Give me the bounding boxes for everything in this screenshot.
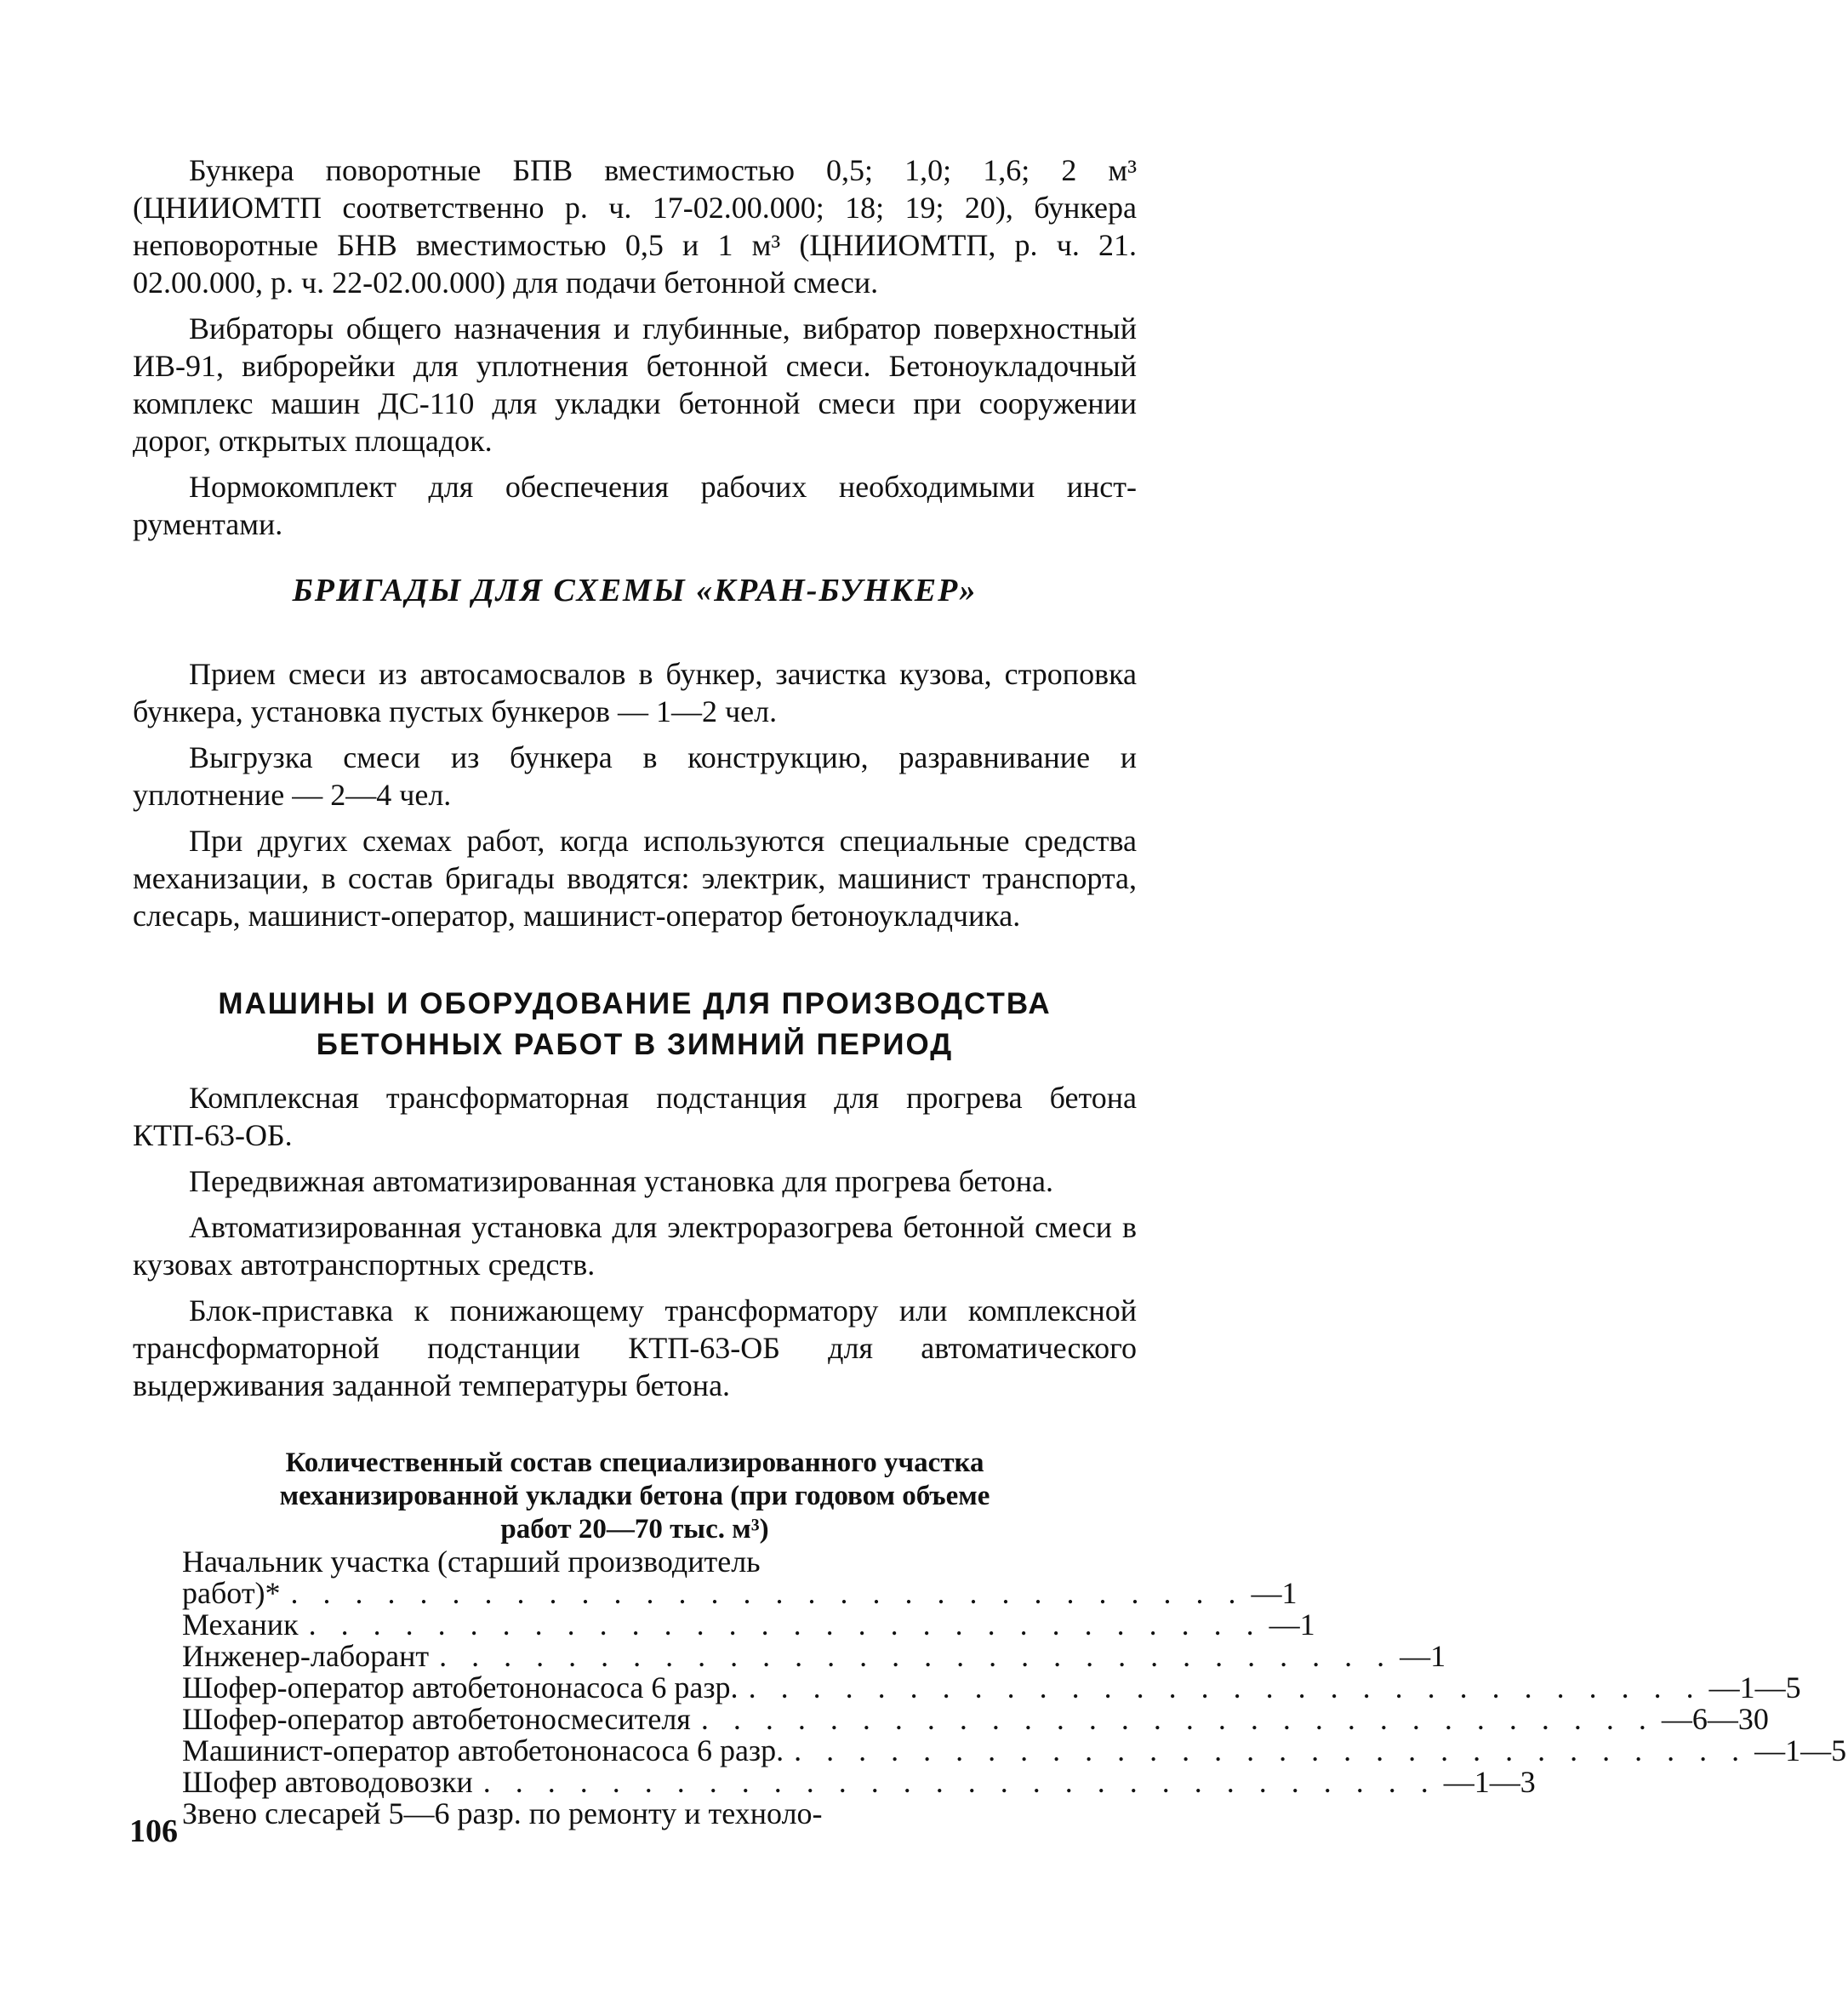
staff-count: —1 [1269, 1607, 1315, 1642]
table-row [182, 1670, 1801, 1705]
staff-role: Механик [182, 1607, 299, 1642]
staff-role: Инженер-лаборант [182, 1639, 430, 1673]
paragraph-brigade-1: Прием смеси из автосамосвалов в бункер, зачистка кузова, строповка бункера, установка пустых бункеров — 1—2 чел. [133, 657, 1137, 728]
leader-dots: . . . . . . . . . . . . . . . . . . . . . . . . . . . . . . [290, 1576, 1245, 1610]
leader-dots: . . . . . . . . . . . . . . . . . . . . . . . . . . . . . . [700, 1702, 1655, 1736]
staff-count: —1 [1251, 1576, 1298, 1610]
table-row [182, 1733, 1847, 1767]
staff-list [182, 1545, 1847, 1830]
leader-dots: . . . . . . . . . . . . . . . . . . . . . . . . . . . . . . [439, 1639, 1394, 1673]
paragraph-vibrators: Вибраторы общего назначения и глубинные, вибратор поверхностный ИВ-91, виброрейки для уплотнения бетонной смеси. Бетоноукладочный комплекс машин ДС-110 для укладки бетонной смеси при сооружении дорог, открытых площадок. [133, 311, 1137, 458]
section-title-line2: БЕТОННЫХ РАБОТ В ЗИМНИЙ ПЕРИОД [316, 1028, 954, 1061]
paragraph-winter-4: Блок-приставка к понижающему трансформатору или комплексной трансформаторной подстанции КТП-63-ОБ для автоматического выдерживания заданной температуры бетона. [133, 1293, 1137, 1402]
winter-text-block [133, 1079, 1137, 1413]
staff-role: Машинист-оператор автобетононасоса 6 разр. [182, 1733, 784, 1767]
table-title-line3: работ 20—70 тыс. м³) [500, 1514, 769, 1545]
table-row [182, 1702, 1769, 1736]
staff-count: —1 [1400, 1639, 1446, 1673]
staff-count: —1—3 [1443, 1765, 1536, 1799]
staff-role: Шофер-оператор автобетоносмесителя [182, 1702, 691, 1736]
staff-role: работ)* [182, 1576, 281, 1610]
staff-count: —1—5 [1754, 1733, 1847, 1767]
table-title-line2: механизированной укладки бетона (при годовом объеме [279, 1481, 990, 1511]
paragraph-bunkers: Бункера поворотные БПВ вместимостью 0,5; 1,0; 1,6; 2 м³ (ЦНИИОМТП соответственно р. ч. 17-02.00.000; 18; 19; 20), бункера неповоротные БНВ вместимостью 0,5 и 1 м³ (ЦНИИОМТП, р. ч. 21. 02.00.000, р. ч. 22-02.00.000) для подачи бетонной смеси. [133, 153, 1137, 300]
staff-heading-line: Начальник участка (старший производитель [182, 1545, 761, 1579]
section-title-brigades: БРИГАДЫ ДЛЯ СХЕМЫ «КРАН-БУНКЕР» [292, 573, 978, 608]
staff-count: —6—30 [1661, 1702, 1769, 1736]
table-row [182, 1607, 1315, 1642]
table-row [182, 1765, 1536, 1799]
paragraph-winter-1: Комплексная трансформаторная подстанция для прогрева бетона КТП-63-ОБ. [133, 1081, 1137, 1152]
page-number: 106 [129, 1813, 178, 1849]
paragraph-winter-3: Автоматизированная установка для электроразогрева бетонной смеси в кузовах автотранспортных средств. [133, 1210, 1137, 1282]
section-title-line1: МАШИНЫ И ОБОРУДОВАНИЕ ДЛЯ ПРОИЗВОДСТВА [218, 987, 1052, 1020]
leader-dots: . . . . . . . . . . . . . . . . . . . . . . . . . . . . . . [308, 1607, 1263, 1642]
brigades-text-block [133, 655, 1137, 943]
leader-dots: . . . . . . . . . . . . . . . . . . . . . . . . . . . . . . [482, 1765, 1437, 1799]
paragraph-winter-2: Передвижная автоматизированная установка для прогрева бетона. [189, 1164, 1054, 1198]
section-brigades [133, 572, 1137, 609]
paragraph-tool-kit: Нормокомплект для обеспечения рабочих необходимыми инструментами. [133, 470, 1137, 541]
section-winter-machines [133, 984, 1137, 1065]
leader-dots: . . . . . . . . . . . . . . . . . . . . . . . . . . . . . . [748, 1670, 1703, 1705]
table-row [182, 1576, 1298, 1610]
paragraph-brigade-2: Выгрузка смеси из бункера в конструкцию, разравнивание и уплотнение — 2—4 чел. [133, 740, 1137, 812]
staff-role: Шофер автоводовозки [182, 1765, 473, 1799]
leader-dots: . . . . . . . . . . . . . . . . . . . . . . . . . . . . . . [794, 1733, 1748, 1767]
staff-count: —1—5 [1708, 1670, 1801, 1705]
staff-role: Шофер-оператор автобетононасоса 6 разр. [182, 1670, 739, 1705]
staff-table-title [133, 1447, 1137, 1546]
table-row [182, 1639, 1446, 1673]
table-title-line1: Количественный состав специализированного участка [285, 1448, 984, 1478]
paragraph-brigade-3: При других схемах работ, когда используются специальные средства механизации, в состав бригады вводятся: электрик, машинист транспорта, слесарь, машинист-оператор, машинист-оператор бетоноукладчика. [133, 824, 1137, 933]
top-text-block [133, 151, 1137, 551]
staff-continuation-line: Звено слесарей 5—6 разр. по ремонту и техноло- [182, 1796, 823, 1830]
